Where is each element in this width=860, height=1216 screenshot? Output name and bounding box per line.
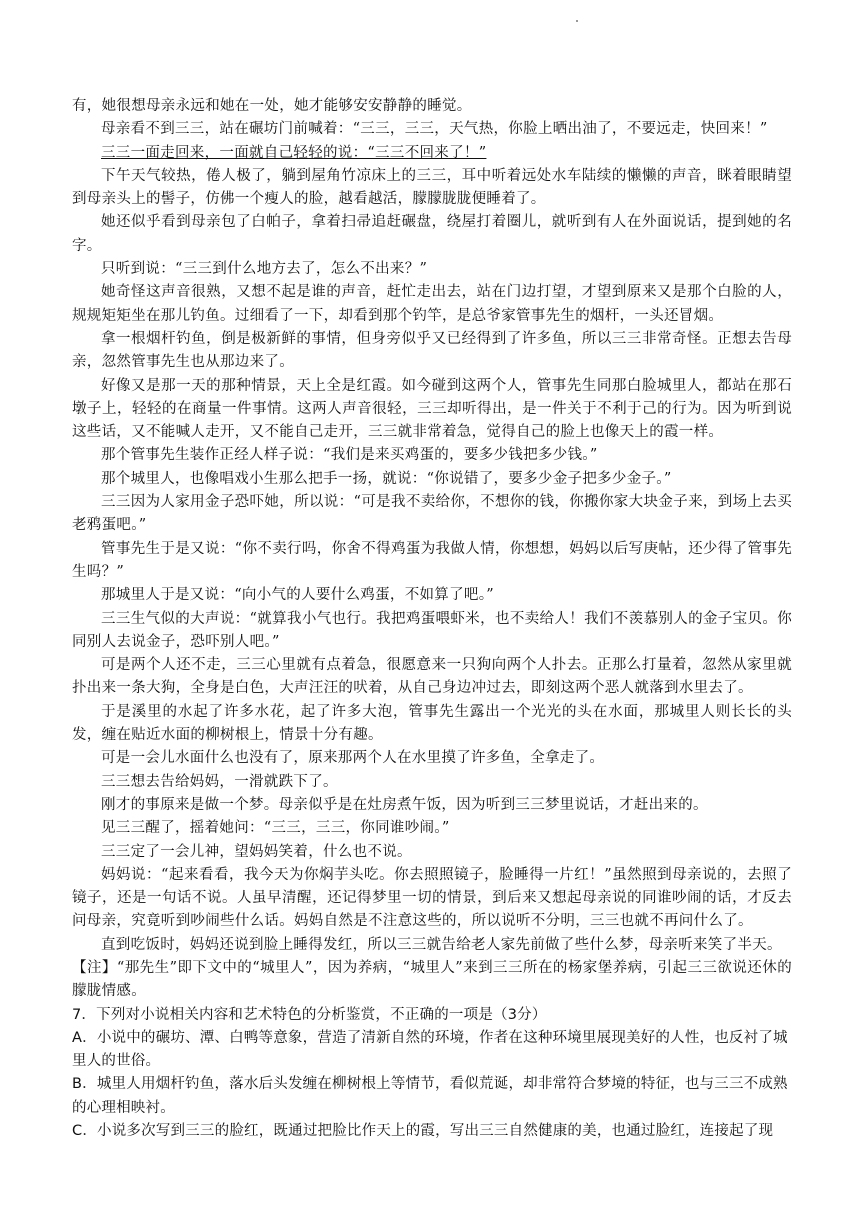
story-paragraph: 那个城里人，也像唱戏小生那么把手一扬，就说：“你说错了，要多少金子把多少金子。” <box>101 470 672 487</box>
story-paragraph: 有，她很想母亲永远和她在一处，她才能够安安静静的睡觉。 <box>72 98 472 114</box>
story-paragraph: 只听到说：“三三到什么地方去了，怎么不出来？” <box>101 261 428 278</box>
story-paragraph: 于是溪里的水起了许多水花，起了许多大泡，管事先生露出一个光光的头在水面，那城里人则长长的头发，缠在贴近水面的柳树根上，情景十分有趣。 <box>72 703 792 744</box>
story-paragraph: 三三定了一会儿神，望妈妈笑着，什么也不说。 <box>101 843 412 860</box>
story-paragraph: 可是一会儿水面什么也没有了，原来那两个人在水里摸了许多鱼，全拿走了。 <box>101 750 605 767</box>
question-block <box>72 1004 792 1144</box>
story-paragraph: 三三因为人家用金子恐吓她，所以说：“可是我不卖给你，不想你的钱，你搬你家大块金子来，到场上去买老鸦蛋吧。” <box>72 494 792 534</box>
story-paragraph <box>72 142 792 165</box>
story-paragraph: 她还似乎看到母亲包了白帕子，拿着扫帚追赶碾盘，绕屋打着圈儿，就听到有人在外面说话，提到她的名字。 <box>72 214 792 254</box>
story-paragraph: 那城里人于是又说：“向小气的人要什么鸡蛋，不如算了吧。” <box>101 587 494 604</box>
story-paragraph: 那个管事先生装作正经人样子说：“我们是来买鸡蛋的，要多少钱把多少钱。” <box>101 447 598 464</box>
document-page <box>72 95 792 1143</box>
story-paragraph: 刚才的事原来是做一个梦。母亲似乎是在灶房煮午饭，因为听到三三梦里说话，才赶出来的。 <box>101 796 708 813</box>
story-paragraph: 她奇怪这声音很熟，又想不起是谁的声音，赶忙走出去，站在门边打望，才望到原来又是那个白脸的人，规规矩矩坐在那儿钓鱼。过细看了一下，却看到那个钓竿，是总爷家管事先生的烟杆，一头还冒烟。 <box>72 284 792 324</box>
answer-option: A．小说中的碾坊、潭、白鸭等意象，营造了清新自然的环境，作者在这种环境里展现美好的人性，也反衬了城里人的世俗。 <box>72 1029 788 1070</box>
page-mark <box>576 20 578 22</box>
story-paragraph: 三三生气似的大声说：“就算我小气也行。我把鸡蛋喂虾米，也不卖给人！我们不羡慕别人的金子宝贝。你同别人去说金子，恐吓别人吧。” <box>72 610 792 650</box>
story-paragraph: 见三三醒了，摇着她问：“三三，三三，你同谁吵闹。” <box>101 820 450 837</box>
underlined-sentence: 三三一面走回来，一面就自己轻轻的说：“三三不回来了！” <box>101 144 487 161</box>
question-stem: 7．下列对小说相关内容和艺术特色的分析鉴赏，不正确的一项是（3分） <box>72 1006 547 1023</box>
answer-option: B．城里人用烟杆钓鱼，落水后头发缠在柳树根上等情节，看似荒诞，却非常符合梦境的特征，也与三三不成熟的心理相映衬。 <box>72 1076 788 1116</box>
story-paragraph: 妈妈说：“起来看看，我今天为你焖芋头吃。你去照照镜子，脸睡得一片红！”虽然照到母亲说的，去照了镜子，还是一句话不说。人虽早清醒，还记得梦里一切的情景，到后来又想起母亲说的同谁吵闹的话，才反去问母亲，究竟听到吵闹些什么话。妈妈自然是不注意这些的，所以说听不分明，三三也就不再问什么了。 <box>72 866 792 930</box>
answer-option: C．小说多次写到三三的脸红，既通过把脸比作天上的霞，写出三三自然健康的美，也通过脸红，连接起了现 <box>72 1123 774 1140</box>
story-paragraph: 可是两个人还不走，三三心里就有点着急，很愿意来一只狗向两个人扑去。正那么打量着，忽然从家里就扑出来一条大狗，全身是白色，大声汪汪的吠着，从自己身边冲过去，即刻这两个恶人就落到水里去了。 <box>72 657 792 697</box>
story-paragraph: 直到吃饭时，妈妈还说到脸上睡得发红，所以三三就告给老人家先前做了些什么梦，母亲听来笑了半天。 <box>101 936 782 953</box>
story-paragraph: 【注】“那先生”即下文中的“城里人”，因为养病，“城里人”来到三三所在的杨家堡养病，引起三三欲说还休的朦胧情感。 <box>72 959 792 1000</box>
story-paragraph: 母亲看不到三三，站在碾坊门前喊着：“三三，三三，天气热，你脸上晒出油了，不要远走，快回来！” <box>101 121 768 138</box>
story-paragraph: 拿一根烟杆钓鱼，倒是极新鲜的事情，但身旁似乎又已经得到了许多鱼，所以三三非常奇怪。正想去告母亲，忽然管事先生也从那边来了。 <box>72 330 792 371</box>
story-text <box>72 95 792 1004</box>
story-paragraph: 好像又是那一天的那种情景，天上全是红霞。如今碰到这两个人，管事先生同那白脸城里人，都站在那石墩子上，轻轻的在商量一件事情。这两人声音很轻，三三却听得出，是一件关于不利于己的行为。因为听到说这些话，又不能喊人走开，又不能自己走开，三三就非常着急，觉得自己的脸上也像天上的霞一样。 <box>72 377 792 441</box>
story-paragraph: 管事先生于是又说：“你不卖行吗，你舍不得鸡蛋为我做人情，你想想，妈妈以后写庚帖，还少得了管事先生吗？” <box>72 540 792 580</box>
question-options <box>72 1027 792 1143</box>
story-paragraph: 三三想去告给妈妈，一滑就跌下了。 <box>101 773 338 790</box>
story-paragraph: 下午天气较热，倦人极了，躺到屋角竹凉床上的三三，耳中听着远处水车陆续的懒懒的声音，眯着眼睛望到母亲头上的髻子，仿佛一个瘦人的脸，越看越活，朦朦胧胧便睡着了。 <box>72 167 792 208</box>
